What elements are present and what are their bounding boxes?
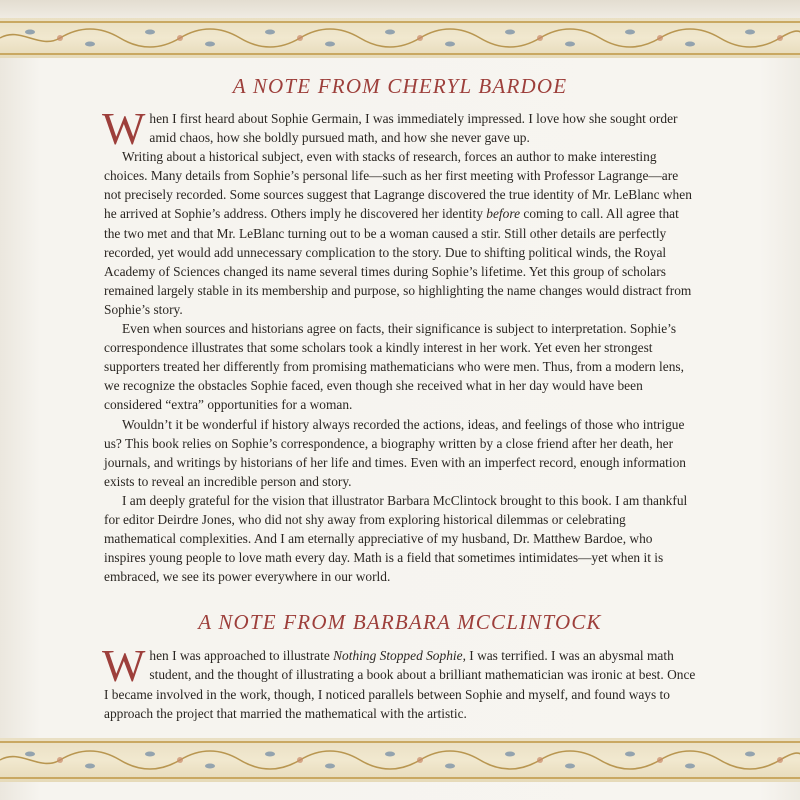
paragraph-3: Even when sources and historians agree on facts, their significance is subject to interpretation. Sophie’s correspondence illustrates that some scholars took a kindly interest in her work. Yet even her strongest supporters treated her differently from promising mathematicians who were men. Thus, from a modern lens, we recognize the obstacles Sophie faced, even though she received what in her day would have been considered “extra” opportunities for a woman. xyxy=(104,321,684,413)
paragraph-6-text: hen I was approached to illustrate xyxy=(149,648,330,664)
drop-cap-letter: W xyxy=(102,103,146,154)
book-title-emphasis: Nothing Stopped Sophie xyxy=(333,648,463,664)
paragraph-2-text-rest: coming to call. All agree that the two met and that Mr. LeBlanc turning out to be a woman caused a stir. Still other details are perfectly recorded, yet would add unnecessary complication to the story. Due to shifting political winds, the Royal Academy of Sciences changed its name several times during Sophie’s lifetime. Yet this group of scholars remained largely stable in its membership and purpose, so highlighting the name changes would distract from Sophie’s story. xyxy=(104,206,692,317)
paragraph-4: Wouldn’t it be wonderful if history always recorded the actions, ideas, and feelings of those who intrigue us? This book relies on Sophie’s correspondence, a biography written by a close friend after her death, her journals, and writings by historians of her life and times. Even with an imperfect record, enough information exists to reveal an incredible person and story. xyxy=(104,416,686,489)
notes-content xyxy=(104,72,696,723)
paragraph-1 xyxy=(102,103,696,154)
paragraph-1-text: hen I first heard about Sophie Germain, I was immediately impressed. I love how she sought order amid chaos, how she boldly pursued math, and how she never gave up. xyxy=(149,111,678,146)
heading-barbara-mcclintock: A NOTE FROM BARBARA MCCLINTOCK xyxy=(198,610,602,635)
bottom-ornamental-border xyxy=(0,738,800,782)
drop-cap-letter-2: W xyxy=(102,640,146,692)
heading-cheryl-bardoe: A NOTE FROM CHERYL BARDOE xyxy=(232,74,568,98)
paragraph-2-emphasis: before xyxy=(486,206,521,222)
paragraph-2-text: Writing about a historical subject, even with stacks of research, forces an author to make interesting choices. Many details from Sophie’s personal life—such as her first meeting with Professor Lagrange—are not precisely recorded. Some sources suggest that Lagrange discovered the true identity of Mr. LeBlanc when he arrived at Sophie’s address. Others imply he discovered her identity xyxy=(104,149,692,222)
paragraph-6 xyxy=(102,640,696,722)
paragraph-6-text-rest: , I was terrified. I was an abysmal math student, and the thought of illustrating a book about a brilliant mathematician was ironic at best. Once I became involved in the work, though, I noticed parallels between Sophie and myself, and found ways to approach the project that married the mathematical with the artistic. xyxy=(104,648,696,721)
paragraph-2 xyxy=(104,147,696,319)
top-ornamental-border xyxy=(0,18,800,58)
paragraph-5: I am deeply grateful for the vision that illustrator Barbara McClintock brought to this book. I am thankful for editor Deirdre Jones, who did not shy away from exploring historical dilemmas or celebrating mathematical complexities. And I am eternally appreciative of my husband, Dr. Matthew Bardoe, who inspires young people to love math every day. Math is a field that sometimes intimidates—yet when it is embraced, we see its power everywhere in our world. xyxy=(104,492,688,585)
top-edge xyxy=(0,0,800,18)
